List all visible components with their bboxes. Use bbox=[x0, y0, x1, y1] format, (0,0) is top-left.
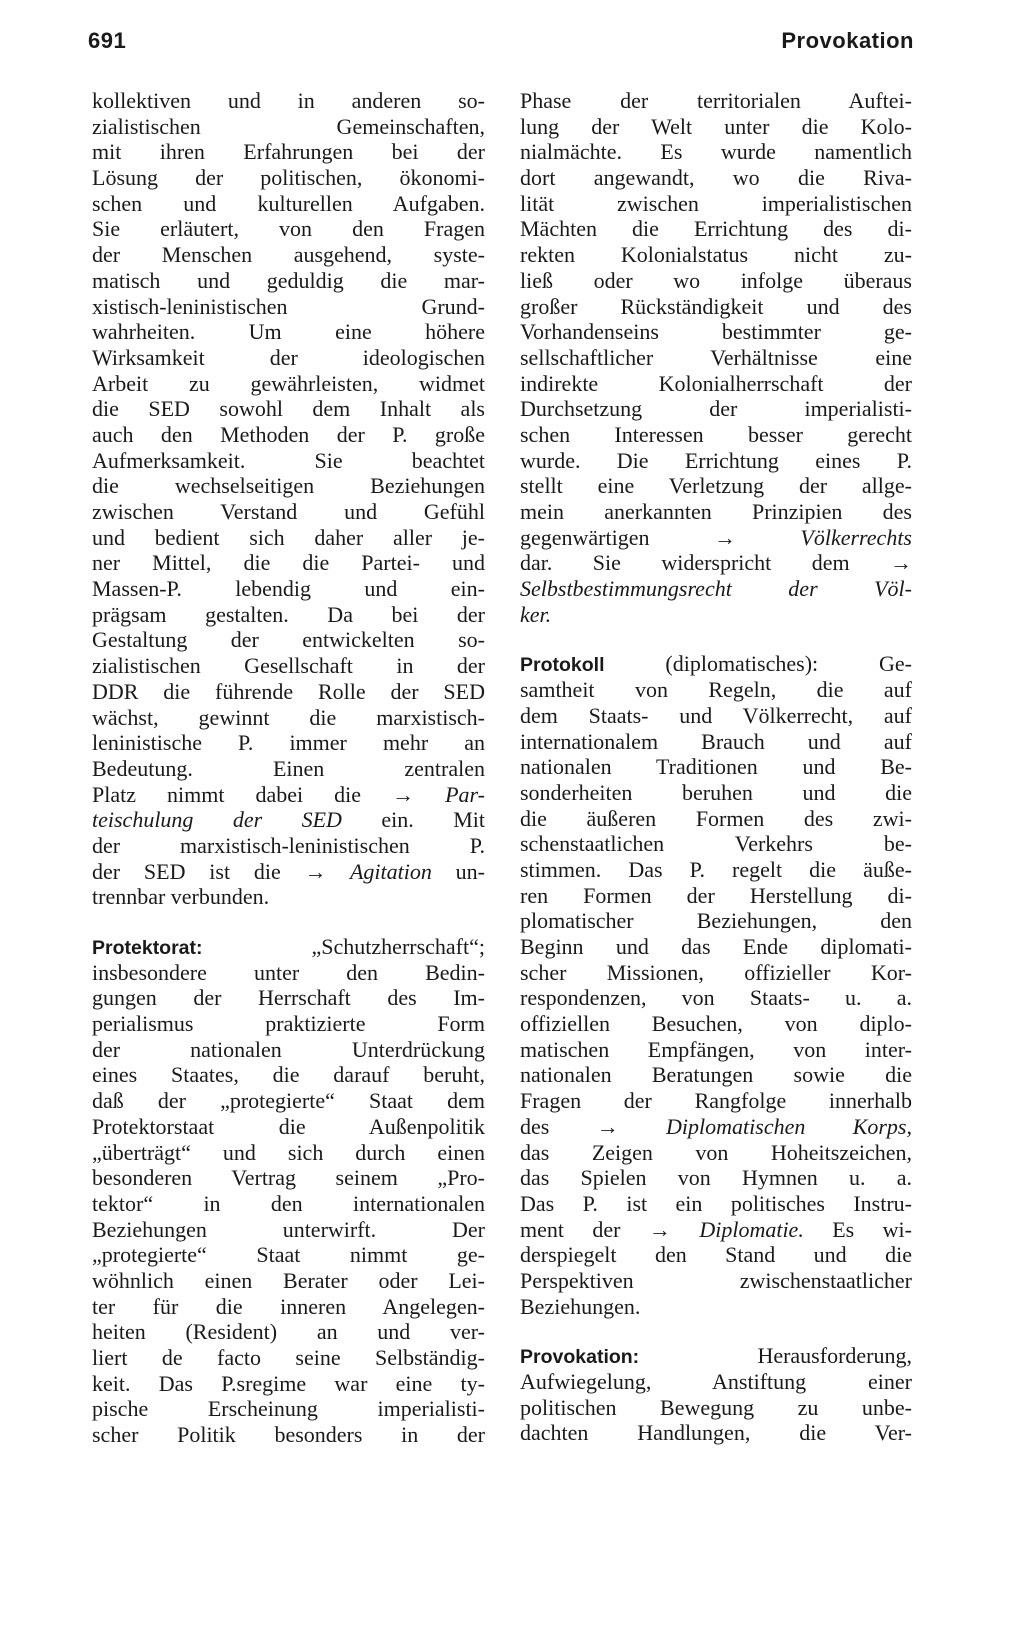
cross-reference: → Diplomatie. bbox=[648, 1216, 804, 1242]
text-line bbox=[520, 576, 912, 602]
text-line bbox=[92, 1140, 485, 1166]
text-run: der nationalen Unterdrückung bbox=[92, 1036, 485, 1062]
text-run: zwischen Verstand und Gefühl bbox=[92, 499, 485, 524]
text-run: Durchsetzung der imperialisti- bbox=[520, 396, 912, 422]
text-line bbox=[92, 627, 485, 653]
text-run: nialmächte. Es wurde namentlich bbox=[520, 139, 912, 165]
text-run: wöhnlich einen Berater oder Lei- bbox=[92, 1267, 485, 1293]
text-line bbox=[92, 807, 485, 833]
text-run: sonderheiten beruhen und die bbox=[520, 779, 912, 805]
text-run: matisch und geduldig die mar- bbox=[92, 267, 485, 293]
text-run: der marxistisch-leninistischen P. bbox=[92, 832, 485, 858]
text-line bbox=[92, 550, 485, 576]
text-line bbox=[520, 422, 912, 448]
text-line bbox=[520, 242, 912, 268]
cross-reference: → Par- bbox=[392, 781, 485, 807]
text-run: heiten (Resident) an und ver- bbox=[92, 1319, 485, 1345]
text-line bbox=[92, 1345, 485, 1371]
text-run: internationalem Brauch und auf bbox=[520, 728, 912, 754]
text-line bbox=[92, 960, 485, 986]
text-line bbox=[520, 1268, 912, 1294]
text-run: der SED ist die bbox=[92, 858, 305, 884]
text-line bbox=[92, 1088, 485, 1114]
text-run: pische Erscheinung imperialisti- bbox=[92, 1396, 485, 1422]
text-line bbox=[520, 1242, 912, 1268]
text-run: un- bbox=[431, 858, 485, 884]
text-line bbox=[92, 1165, 485, 1191]
text-line bbox=[520, 1420, 912, 1446]
text-run: schen und kulturellen Aufgaben. bbox=[92, 190, 485, 216]
text-run: die äußeren Formen des zwi- bbox=[520, 805, 912, 831]
text-line bbox=[520, 1165, 912, 1191]
text-line bbox=[520, 1062, 912, 1088]
text-run: sellschaftlicher Verhältnisse eine bbox=[520, 344, 912, 370]
text-run: xistisch-leninistischen Grund- bbox=[92, 293, 485, 319]
text-line bbox=[92, 756, 485, 782]
text-line bbox=[92, 1217, 485, 1243]
paragraph bbox=[92, 934, 485, 1448]
text-line bbox=[520, 345, 912, 371]
text-line bbox=[92, 242, 485, 268]
text-run: das Zeigen von Hoheitszeichen, bbox=[520, 1139, 912, 1165]
text-run: scher Missionen, offizieller Kor- bbox=[520, 959, 912, 985]
entry-keyword: Protokoll bbox=[520, 654, 605, 677]
text-line bbox=[520, 319, 912, 345]
text-run: schenstaatlichen Verkehrs be- bbox=[520, 831, 912, 857]
text-line bbox=[520, 883, 912, 909]
text-run: liert de facto seine Selbständig- bbox=[92, 1345, 485, 1370]
text-run: die SED sowohl dem Inhalt als bbox=[92, 396, 485, 422]
text-line bbox=[520, 1191, 912, 1217]
text-run: keit. Das P.sregime war eine ty- bbox=[92, 1370, 485, 1396]
text-line bbox=[92, 294, 485, 320]
text-run: stellt eine Verletzung der allge- bbox=[520, 473, 912, 499]
text-run: der Menschen ausgehend, syste- bbox=[92, 242, 485, 268]
text-line bbox=[92, 730, 485, 756]
text-run: (diplomatisches): Ge- bbox=[604, 651, 912, 677]
text-run: Gestaltung der entwickelten so- bbox=[92, 627, 485, 653]
text-run: prägsam gestalten. Da bei der bbox=[92, 601, 485, 627]
text-line bbox=[92, 705, 485, 731]
text-line bbox=[520, 780, 912, 806]
text-line bbox=[92, 782, 485, 808]
text-line bbox=[520, 703, 912, 729]
text-line bbox=[92, 859, 485, 885]
text-run: ment der bbox=[520, 1216, 649, 1242]
text-line bbox=[520, 857, 912, 883]
text-run: dort angewandt, wo die Riva- bbox=[520, 165, 912, 191]
text-run: und bedient sich daher aller je- bbox=[92, 524, 485, 550]
text-run: dar. Sie widerspricht dem bbox=[520, 550, 890, 576]
text-line bbox=[92, 1294, 485, 1320]
text-run: samtheit von Regeln, die auf bbox=[520, 677, 912, 703]
text-line bbox=[520, 960, 912, 986]
text-line bbox=[520, 525, 912, 551]
text-run: insbesondere unter den Bedin- bbox=[92, 959, 485, 985]
text-line bbox=[92, 319, 485, 345]
text-line bbox=[520, 729, 912, 755]
text-run: Perspektiven zwischenstaatlicher bbox=[520, 1267, 912, 1293]
right-column bbox=[520, 88, 912, 1470]
text-run: „protegierte“ Staat nimmt ge- bbox=[92, 1242, 485, 1268]
cross-reference: Selbstbestimmungsrecht der Völ- bbox=[520, 576, 912, 602]
paragraph bbox=[92, 88, 485, 910]
cross-reference: → bbox=[890, 550, 912, 576]
text-run: Beziehungen. bbox=[520, 1293, 641, 1319]
text-run: nationalen Traditionen und Be- bbox=[520, 754, 912, 780]
text-line bbox=[520, 806, 912, 832]
paragraph bbox=[520, 651, 912, 1319]
text-line bbox=[520, 1140, 912, 1166]
cross-reference: → Agitation bbox=[304, 858, 432, 884]
text-run: tektor“ in den internationalen bbox=[92, 1190, 485, 1216]
text-run: Beziehungen unterwirft. Der bbox=[92, 1216, 485, 1242]
text-line bbox=[92, 1011, 485, 1037]
text-run: des bbox=[520, 1113, 597, 1139]
text-run: Massen-P. lebendig und ein- bbox=[92, 576, 485, 602]
text-run: ein. Mit bbox=[341, 807, 485, 833]
text-line bbox=[92, 602, 485, 628]
text-line bbox=[520, 831, 912, 857]
text-line bbox=[520, 268, 912, 294]
text-line bbox=[520, 165, 912, 191]
text-line bbox=[92, 1396, 485, 1422]
text-run: derspiegelt den Stand und die bbox=[520, 1242, 912, 1268]
text-line bbox=[520, 448, 912, 474]
text-line bbox=[92, 473, 485, 499]
text-run: wurde. Die Errichtung eines P. bbox=[520, 447, 912, 473]
text-line bbox=[92, 1319, 485, 1345]
text-run: trennbar verbunden. bbox=[92, 884, 270, 910]
text-line bbox=[520, 985, 912, 1011]
text-line bbox=[92, 525, 485, 551]
text-run: Protektorstaat die Außenpolitik bbox=[92, 1113, 485, 1139]
paragraph bbox=[520, 1343, 912, 1446]
text-line bbox=[520, 396, 912, 422]
text-run: mit ihren Erfahrungen bei der bbox=[92, 139, 485, 165]
cross-reference: → Völkerrechts bbox=[713, 524, 912, 550]
text-run: lität zwischen imperialistischen bbox=[520, 190, 912, 216]
text-run: auch den Methoden der P. große bbox=[92, 421, 485, 447]
text-run: stimmen. Das P. regelt die äuße- bbox=[520, 856, 912, 882]
text-run: lung der Welt unter die Kolo- bbox=[520, 113, 912, 139]
text-line bbox=[92, 139, 485, 165]
text-run: ter für die inneren Angelegen- bbox=[92, 1293, 485, 1319]
text-line bbox=[92, 934, 485, 960]
text-line bbox=[520, 294, 912, 320]
text-run: Fragen der Rangfolge innerhalb bbox=[520, 1088, 912, 1114]
text-run: plomatischer Beziehungen, den bbox=[520, 908, 912, 934]
text-line bbox=[92, 345, 485, 371]
text-line bbox=[92, 88, 485, 114]
text-run: Mächten die Errichtung des di- bbox=[520, 216, 912, 242]
text-line bbox=[92, 1114, 485, 1140]
text-line bbox=[520, 473, 912, 499]
text-run: die wechselseitigen Beziehungen bbox=[92, 473, 485, 499]
text-run: Das P. ist ein politisches Instru- bbox=[520, 1190, 912, 1216]
text-run: schen Interessen besser gerecht bbox=[520, 421, 912, 447]
cross-reference: → Diplomatischen Korps, bbox=[596, 1113, 912, 1139]
text-run: Platz nimmt dabei die bbox=[92, 781, 393, 807]
text-line bbox=[520, 602, 912, 628]
text-run: zialistischen Gesellschaft in der bbox=[92, 653, 485, 679]
running-title: Provokation bbox=[781, 28, 914, 53]
text-line bbox=[520, 88, 912, 114]
text-run: matischen Empfängen, von inter- bbox=[520, 1036, 912, 1062]
text-line bbox=[92, 884, 485, 910]
text-line bbox=[520, 1037, 912, 1063]
text-run: leninistische P. immer mehr an bbox=[92, 730, 485, 756]
text-line bbox=[520, 934, 912, 960]
text-run: „Schutzherrschaft“; bbox=[202, 934, 485, 959]
text-line bbox=[520, 139, 912, 165]
text-run: kollektiven und in anderen so- bbox=[92, 88, 485, 113]
text-line bbox=[520, 754, 912, 780]
cross-reference: ker. bbox=[520, 601, 552, 627]
text-run: indirekte Kolonialherrschaft der bbox=[520, 370, 912, 396]
text-run: Es wi- bbox=[803, 1216, 912, 1242]
text-line bbox=[92, 653, 485, 679]
text-run: großer Rückständigkeit und des bbox=[520, 293, 912, 319]
text-run: wahrheiten. Um eine höhere bbox=[92, 319, 485, 345]
text-line bbox=[520, 499, 912, 525]
text-line bbox=[520, 1395, 912, 1421]
text-line bbox=[520, 1217, 912, 1243]
text-run: Bedeutung. Einen zentralen bbox=[92, 755, 485, 781]
text-line bbox=[520, 1369, 912, 1395]
page-number: 691 bbox=[88, 28, 127, 53]
text-line bbox=[92, 1062, 485, 1088]
text-line bbox=[92, 114, 485, 140]
text-line bbox=[520, 1011, 912, 1037]
text-line bbox=[92, 396, 485, 422]
text-run: gegenwärtigen bbox=[520, 524, 714, 550]
text-run: Lösung der politischen, ökonomi- bbox=[92, 165, 485, 191]
text-run: politischen Bewegung zu unbe- bbox=[520, 1394, 912, 1420]
text-run: nationalen Beratungen sowie die bbox=[520, 1062, 912, 1088]
text-line bbox=[92, 191, 485, 217]
text-line bbox=[520, 371, 912, 397]
text-line bbox=[520, 1114, 912, 1140]
text-line bbox=[520, 191, 912, 217]
text-run: dem Staats- und Völkerrecht, auf bbox=[520, 702, 912, 728]
text-run: Herausforderung, bbox=[639, 1343, 912, 1369]
text-run: Beginn und das Ende diplomati- bbox=[520, 934, 912, 959]
text-run: dachten Handlungen, die Ver- bbox=[520, 1420, 912, 1446]
text-run: Sie erläutert, von den Fragen bbox=[92, 216, 485, 242]
text-line bbox=[520, 1088, 912, 1114]
text-line bbox=[92, 833, 485, 859]
text-run: mein anerkannten Prinzipien des bbox=[520, 499, 912, 524]
text-line bbox=[520, 677, 912, 703]
text-run: Wirksamkeit der ideologischen bbox=[92, 344, 485, 370]
text-run: Arbeit zu gewährleisten, widmet bbox=[92, 370, 485, 396]
text-run: eines Staates, die darauf beruht, bbox=[92, 1062, 485, 1088]
paragraph bbox=[520, 88, 912, 627]
text-line bbox=[92, 1268, 485, 1294]
text-line bbox=[92, 1371, 485, 1397]
text-run: rekten Kolonialstatus nicht zu- bbox=[520, 242, 912, 268]
text-run: Phase der territorialen Auftei- bbox=[520, 88, 912, 113]
text-line bbox=[92, 165, 485, 191]
text-run: ließ oder wo infolge überaus bbox=[520, 267, 912, 293]
left-column bbox=[92, 88, 485, 1472]
text-line bbox=[520, 114, 912, 140]
text-run: ren Formen der Herstellung di- bbox=[520, 882, 912, 908]
text-line bbox=[92, 499, 485, 525]
text-run: besonderen Vertrag seinem „Pro- bbox=[92, 1165, 485, 1191]
text-run: respondenzen, von Staats- u. a. bbox=[520, 985, 912, 1011]
text-run: Aufmerksamkeit. Sie beachtet bbox=[92, 447, 485, 473]
text-run: gungen der Herrschaft des Im- bbox=[92, 985, 485, 1011]
cross-reference: teischulung der SED bbox=[92, 807, 342, 833]
entry-keyword: Protektorat: bbox=[92, 937, 203, 959]
text-run: das Spielen von Hymnen u. a. bbox=[520, 1165, 912, 1191]
text-run: daß der „protegierte“ Staat dem bbox=[92, 1088, 485, 1114]
text-line bbox=[520, 908, 912, 934]
text-line bbox=[520, 1343, 912, 1369]
text-line bbox=[92, 1242, 485, 1268]
text-line bbox=[92, 268, 485, 294]
text-line bbox=[92, 985, 485, 1011]
entry-keyword: Provokation: bbox=[520, 1346, 640, 1369]
text-run: DDR die führende Rolle der SED bbox=[92, 678, 485, 704]
text-line bbox=[92, 1037, 485, 1063]
text-line bbox=[520, 1294, 912, 1320]
text-run: Vorhandenseins bestimmter ge- bbox=[520, 319, 912, 345]
text-run: zialistischen Gemeinschaften, bbox=[92, 113, 485, 139]
text-run: perialismus praktizierte Form bbox=[92, 1011, 485, 1037]
text-line bbox=[92, 371, 485, 397]
text-line bbox=[92, 422, 485, 448]
text-line bbox=[92, 1191, 485, 1217]
text-run: ner Mittel, die die Partei- und bbox=[92, 550, 485, 576]
text-line bbox=[92, 448, 485, 474]
text-run: Aufwiegelung, Anstiftung einer bbox=[520, 1369, 912, 1394]
text-line bbox=[92, 679, 485, 705]
text-run: wächst, gewinnt die marxistisch- bbox=[92, 704, 485, 730]
text-line bbox=[92, 216, 485, 242]
text-line bbox=[92, 576, 485, 602]
text-run: „überträgt“ und sich durch einen bbox=[92, 1139, 485, 1165]
text-line bbox=[520, 651, 912, 677]
text-line bbox=[92, 1422, 485, 1448]
text-run: offiziellen Besuchen, von diplo- bbox=[520, 1011, 912, 1037]
text-run: scher Politik besonders in der bbox=[92, 1422, 485, 1448]
text-line bbox=[520, 216, 912, 242]
text-line bbox=[520, 550, 912, 576]
